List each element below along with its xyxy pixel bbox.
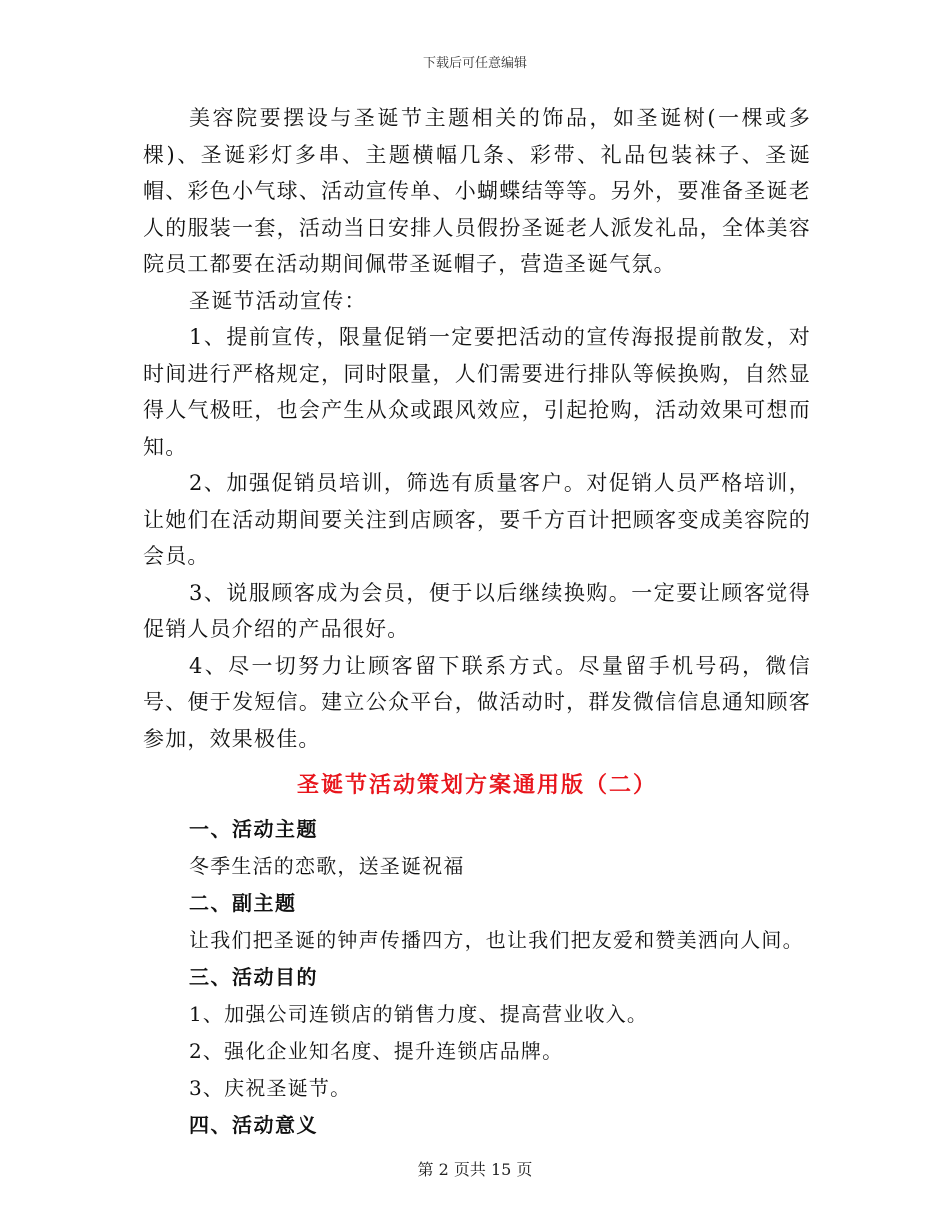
section-text-subtheme: 让我们把圣诞的钟声传播四方，也让我们把友爱和赞美洒向人间。 [189, 928, 804, 952]
paragraph-decorations: 美容院要摆设与圣诞节主题相关的饰品，如圣诞树(一棵或多棵)、圣诞彩灯多串、主题横幅几条、彩带、礼品包装袜子、圣诞帽、彩色小气球、活动宣传单、小蝴蝶结等等。另外，要准备圣诞老人的服装一套，活动当日安排人员假扮圣诞老人派发礼品，全体美容院员工都要在活动期间佩带圣诞帽子，营造圣诞气氛。 [143, 106, 811, 276]
paragraph-promotion-item-3: 3、说服顾客成为会员，便于以后继续换购。一定要让顾客觉得促销人员介绍的产品很好。 [143, 580, 811, 641]
list-item: 1、加强公司连锁店的销售力度、提高营业收入。 [189, 1002, 649, 1026]
list-item: 2、强化企业知名度、提升连锁店品牌。 [189, 1039, 564, 1063]
paragraph-promotion-item-4: 4、尽一切努力让顾客留下联系方式。尽量留手机号码，微信号、便于发短信。建立公众平台，做活动时，群发微信信息通知顾客参加，效果极佳。 [143, 653, 811, 751]
section-heading-subtheme: 二、副主题 [189, 891, 297, 915]
list-item: 3、庆祝圣诞节。 [189, 1076, 352, 1100]
document-body [143, 100, 811, 1144]
section-heading-theme: 一、活动主题 [189, 817, 318, 841]
document-title: 圣诞节活动策划方案通用版（二） [296, 772, 657, 798]
page-number: 第 2 页共 15 页 [417, 1160, 533, 1179]
page-header: 下载后可任意编辑 [422, 56, 527, 71]
section-heading-significance: 四、活动意义 [189, 1113, 318, 1137]
section-text-theme: 冬季生活的恋歌，送圣诞祝福 [189, 854, 465, 878]
section-heading-purpose: 三、活动目的 [189, 965, 318, 989]
paragraph-promotion-item-1: 1、提前宣传，限量促销一定要把活动的宣传海报提前散发，对时间进行严格规定，同时限量，人们需要进行排队等候换购，自然显得人气极旺，也会产生从众或跟风效应，引起抢购，活动效果可想而知。 [143, 325, 811, 459]
paragraph-promotion-item-2: 2、加强促销员培训，筛选有质量客户。对促销人员严格培训，让她们在活动期间要关注到店顾客，要千方百计把顾客变成美容院的会员。 [143, 471, 811, 568]
paragraph-promotion-label: 圣诞节活动宣传： [189, 288, 367, 313]
